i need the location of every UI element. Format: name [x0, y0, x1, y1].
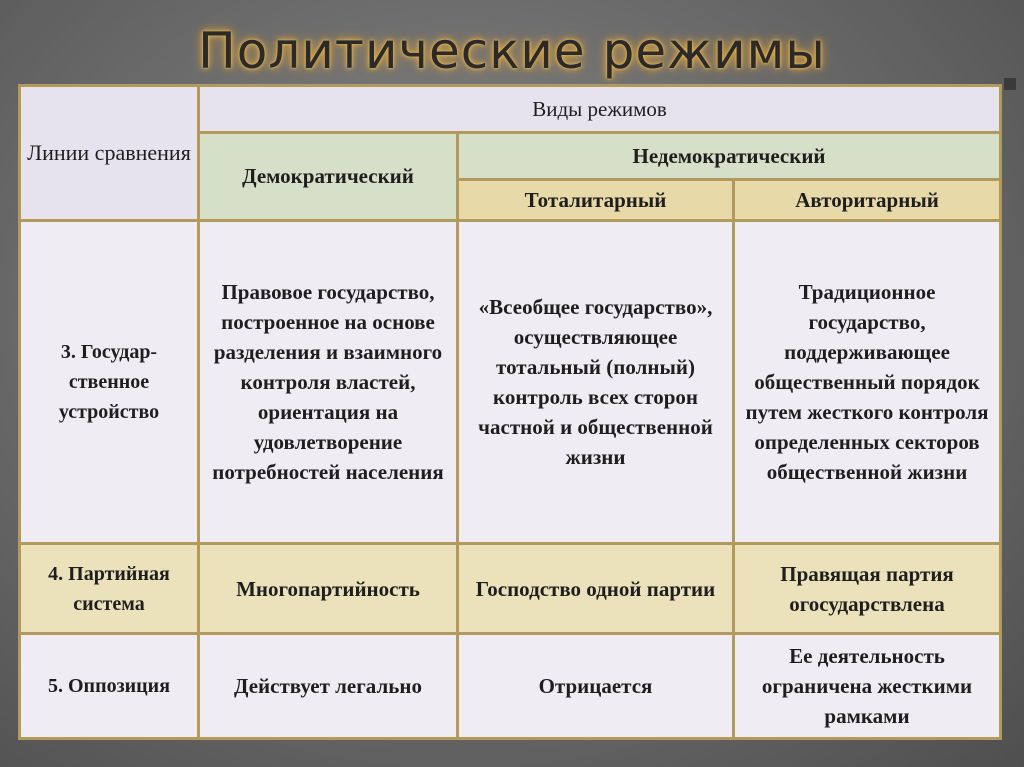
row-label-state-structure: 3. Государ-ственное устройство	[20, 220, 199, 543]
cell-democratic: Действует легально	[199, 634, 458, 739]
table-row	[20, 544, 1001, 634]
row-label-party-system: 4. Партийная система	[20, 544, 199, 634]
header-regime-types: Виды режимов	[199, 86, 1001, 133]
table-row	[20, 634, 1001, 739]
table-row	[20, 220, 1001, 543]
cell-authoritarian: Ее деятельность ограничена жесткими рамками	[734, 634, 1001, 739]
comparison-table	[18, 84, 1002, 740]
cell-totalitarian: «Всеобщее государство», осуществляющее тотальный (полный) контроль всех сторон частной и общественной жизни	[458, 220, 734, 543]
cell-authoritarian: Традиционное государство, поддерживающее общественный порядок путем жесткого контроля определенных секторов общественной жизни	[734, 220, 1001, 543]
header-comparison-lines: Линии сравнения	[20, 86, 199, 221]
header-democratic: Демократический	[199, 133, 458, 220]
cell-democratic: Многопартийность	[199, 544, 458, 634]
header-authoritarian: Авторитарный	[734, 180, 1001, 220]
corner-marker	[1004, 78, 1016, 90]
cell-authoritarian: Правящая партия огосударствлена	[734, 544, 1001, 634]
cell-totalitarian: Господство одной партии	[458, 544, 734, 634]
header-non-democratic: Недемократический	[458, 133, 1001, 180]
cell-totalitarian: Отрицается	[458, 634, 734, 739]
slide-title: Политические режимы	[198, 22, 826, 80]
header-totalitarian: Тоталитарный	[458, 180, 734, 220]
cell-democratic: Правовое государство, построенное на основе разделения и взаимного контроля властей, ориентация на удовлетворение потребностей населения	[199, 220, 458, 543]
row-label-opposition: 5. Оппозиция	[20, 634, 199, 739]
